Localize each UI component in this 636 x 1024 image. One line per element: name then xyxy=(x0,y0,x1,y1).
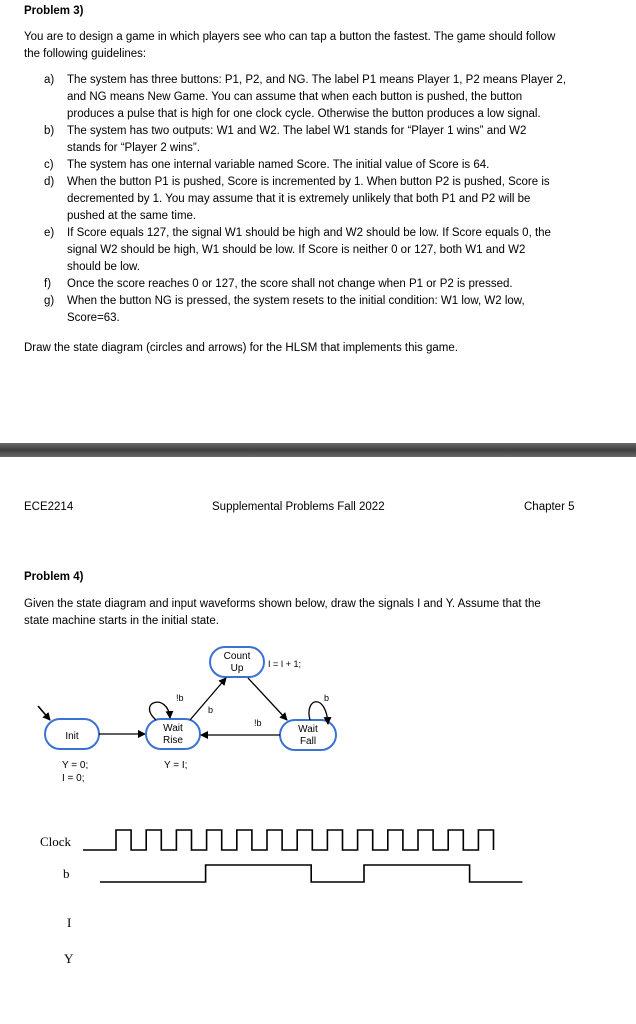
problem3-item-label: g) xyxy=(44,295,55,307)
waitfall-to-waitrise-label: !b xyxy=(254,718,262,728)
problem3-item-line: produces a pulse that is high for one clock cycle. Otherwise the button produces a low signal. xyxy=(67,108,541,120)
state-wait-fall-label-1: Wait xyxy=(298,724,318,735)
page-divider xyxy=(0,443,636,457)
transition-waitrise-self xyxy=(149,702,170,720)
problem3-item-line: and NG means New Game. You can assume that when each button is pushed, the button xyxy=(67,91,523,103)
waitrise-action: Y = I; xyxy=(164,760,188,771)
waitrise-to-countup-label: b xyxy=(208,705,214,715)
problem3-item-line: When the button P1 is pushed, Score is incremented by 1. When button P2 is pushed, Score is xyxy=(67,176,550,188)
header-course: ECE2214 xyxy=(24,501,74,513)
problem3-item-line: pushed at the same time. xyxy=(67,210,197,222)
state-count-up-label-1: Count xyxy=(223,651,251,662)
clock-label: Clock xyxy=(40,834,72,849)
problem3-item xyxy=(44,174,584,225)
y-label: Y xyxy=(64,951,74,966)
problem3-item-text xyxy=(67,225,584,276)
problem3-item xyxy=(44,123,584,157)
problem3-item-line: The system has one internal variable named Score. The initial value of Score is 64. xyxy=(67,159,490,171)
problem3-item xyxy=(44,225,584,276)
problem4-intro-line1: Given the state diagram and input waveforms shown below, draw the signals I and Y. Assume that the xyxy=(24,598,541,610)
state-wait-rise xyxy=(146,719,200,749)
problem3-item-line: signal W2 should be high, W1 should be low. If Score is neither 0 or 127, both W1 and W2 xyxy=(67,244,526,256)
problem3-item-text xyxy=(67,276,584,293)
problem3-closing: Draw the state diagram (circles and arrows) for the HLSM that implements this game. xyxy=(24,342,458,354)
problem3-title: Problem 3) xyxy=(24,5,84,17)
problem3-item-text xyxy=(67,174,584,225)
problem3-item-line: stands for “Player 2 wins”. xyxy=(67,142,200,154)
problem3-item-text xyxy=(67,157,584,174)
state-wait-rise-label-2: Rise xyxy=(162,735,184,746)
problem3-intro xyxy=(24,29,555,63)
problem3-item-line: decremented by 1. You may assume that it is extremely unlikely that both P1 and P2 will be xyxy=(67,193,531,205)
state-wait-fall-label-2: Fall xyxy=(299,736,317,747)
problem3-item-line: The system has three buttons: P1, P2, and NG. The label P1 means Player 1, P2 means Player 2, xyxy=(67,74,567,86)
problem3-item-label: f) xyxy=(44,278,52,290)
problem3-item xyxy=(44,157,584,174)
state-wait-rise-label-1: Wait xyxy=(163,723,183,734)
transition-countup-to-waitfall xyxy=(248,678,287,720)
waitrise-self-label: !b xyxy=(176,693,184,703)
b-waveform xyxy=(100,865,522,882)
b-label: b xyxy=(63,866,70,881)
state-init-label: Init xyxy=(65,731,79,742)
problem3-item-label: d) xyxy=(44,176,55,188)
init-action-i: I = 0; xyxy=(62,773,85,784)
state-init xyxy=(45,719,99,749)
problem3-item-label: c) xyxy=(44,159,54,171)
problem3-item-line: should be low. xyxy=(67,261,140,273)
problem3-item xyxy=(44,276,584,293)
problem3-item-line: If Score equals 127, the signal W1 should be high and W2 should be low. If Score equals 0, the xyxy=(67,227,551,239)
clock-waveform xyxy=(83,830,494,850)
init-action-y: Y = 0; xyxy=(62,760,89,771)
problem3-item-text xyxy=(67,293,584,327)
problem3-item-label: e) xyxy=(44,227,55,239)
problem3-intro-line2: the following guidelines: xyxy=(24,48,147,60)
countup-action: I = I + 1; xyxy=(268,659,302,669)
problem3-item-text xyxy=(67,72,584,123)
waitfall-self-label: b xyxy=(324,693,330,703)
waveform-diagram xyxy=(0,820,636,900)
problem3-item-line: When the button NG is pressed, the system resets to the initial condition: W1 low, W2 low, xyxy=(67,295,525,307)
header-chapter: Chapter 5 xyxy=(524,501,575,513)
state-count-up xyxy=(210,647,264,677)
problem3-item-line: The system has two outputs: W1 and W2. The label W1 stands for “Player 1 wins” and W2 xyxy=(67,125,527,137)
problem3-item xyxy=(44,72,584,123)
problem4-title: Problem 4) xyxy=(24,571,84,583)
problem3-item-label: b) xyxy=(44,125,55,137)
initial-state-arrow xyxy=(38,706,50,720)
state-diagram xyxy=(0,640,636,800)
problem3-item xyxy=(44,293,584,327)
problem4-intro xyxy=(24,596,541,630)
problem3-item-line: Once the score reaches 0 or 127, the score shall not change when P1 or P2 is pressed. xyxy=(67,278,513,290)
problem3-item-line: Score=63. xyxy=(67,312,120,324)
state-count-up-label-2: Up xyxy=(230,663,244,674)
problem3-intro-line1: You are to design a game in which players see who can tap a button the fastest. The game should follow xyxy=(24,31,556,43)
i-label: I xyxy=(67,915,72,930)
problem3-item-label: a) xyxy=(44,74,55,86)
state-wait-fall xyxy=(280,720,336,750)
problem4-intro-line2: state machine starts in the initial state. xyxy=(24,615,219,627)
problem3-item-text xyxy=(67,123,584,157)
header-title: Supplemental Problems Fall 2022 xyxy=(212,501,385,513)
